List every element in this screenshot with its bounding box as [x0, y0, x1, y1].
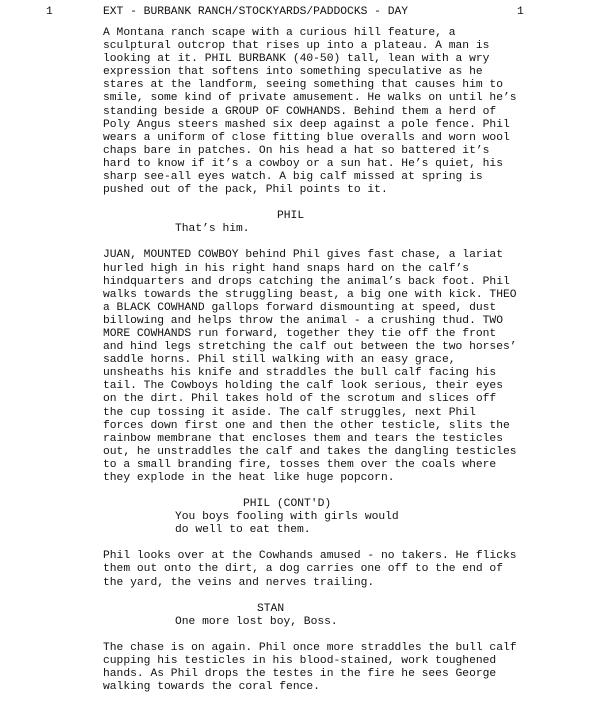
action-paragraph: The chase is on again. Phil once more straddles the bull calf cupping his testicles in his blood-stained, work toughened hands. As Phil drops the testes in the fire he sees George walking towards the coral fence.: [103, 641, 517, 694]
scene-heading: EXT - BURBANK RANCH/STOCKYARDS/PADDOCKS - DAY: [103, 6, 409, 18]
scene-header: [0, 6, 600, 22]
action-paragraph: A Montana ranch scape with a curious hill feature, a sculptural outcrop that rises up into a plateau. A man is looking at it. PHIL BURBANK (40-50) tall, lean with a wry expression that softens into something speculative as he stares at the landform, seeing something that causes him to smile, some kind of private amusement. He walks on until he’s standing beside a GROUP OF COWHANDS. Behind them a herd of Poly Angus steers mashed six deep against a pole fence. Phil wears a uniform of close fitting blue overalls and worn wool chaps bare in patches. On his head a hat so battered it’s hard to know if it’s a cowboy or a sun hat. He’s quiet, his sharp see-all eyes watch. A big calf missed at spring is pushed out of the pack, Phil points to it.: [103, 27, 517, 197]
scene-number-right: 1: [517, 6, 524, 18]
character-name: PHIL (CONT'D): [243, 498, 332, 511]
scene-number-left: 1: [46, 6, 53, 18]
action-paragraph: Phil looks over at the Cowhands amused - no takers. He flicks them out onto the dirt, a dog carries one off to the end of the yard, the veins and nerves trailing.: [103, 550, 517, 589]
character-name: PHIL: [277, 210, 305, 223]
character-name: STAN: [257, 602, 285, 615]
dialogue-line: That’s him.: [175, 223, 250, 236]
action-paragraph: JUAN, MOUNTED COWBOY behind Phil gives fast chase, a lariat hurled high in his right hand snaps hard on the calf’s hindquarters and drops catching the animal’s back foot. Phil walks towards the struggling beast, a big one with kick. THEO a BLACK COWHAND gallops forward dismounting at speed, dust billowing and helps throw the animal - a crushing thud. TWO MORE COWHANDS run forward, together they tie off the front and hind legs stretching the calf out between the two horses’ saddle horns. Phil still walking with an easy grace, unsheaths his knife and straddles the bull calf facing his tail. The Cowboys holding the calf look serious, their eyes on the dirt. Phil takes hold of the scrotum and slices off the cup tossing it aside. The calf struggles, next Phil forces down first one and then the other testicle, slits the rainbow membrane that encloses them and tears the testicles out, he unstraddles the calf and takes the dangling testicles to a small branding fire, tosses them over the coals where they explode in the heat like huge popcorn.: [103, 249, 517, 484]
dialogue-line: One more lost boy, Boss.: [175, 615, 338, 628]
scene-body: [103, 27, 543, 707]
dialogue-line: You boys fooling with girls would do well to eat them.: [175, 511, 399, 537]
